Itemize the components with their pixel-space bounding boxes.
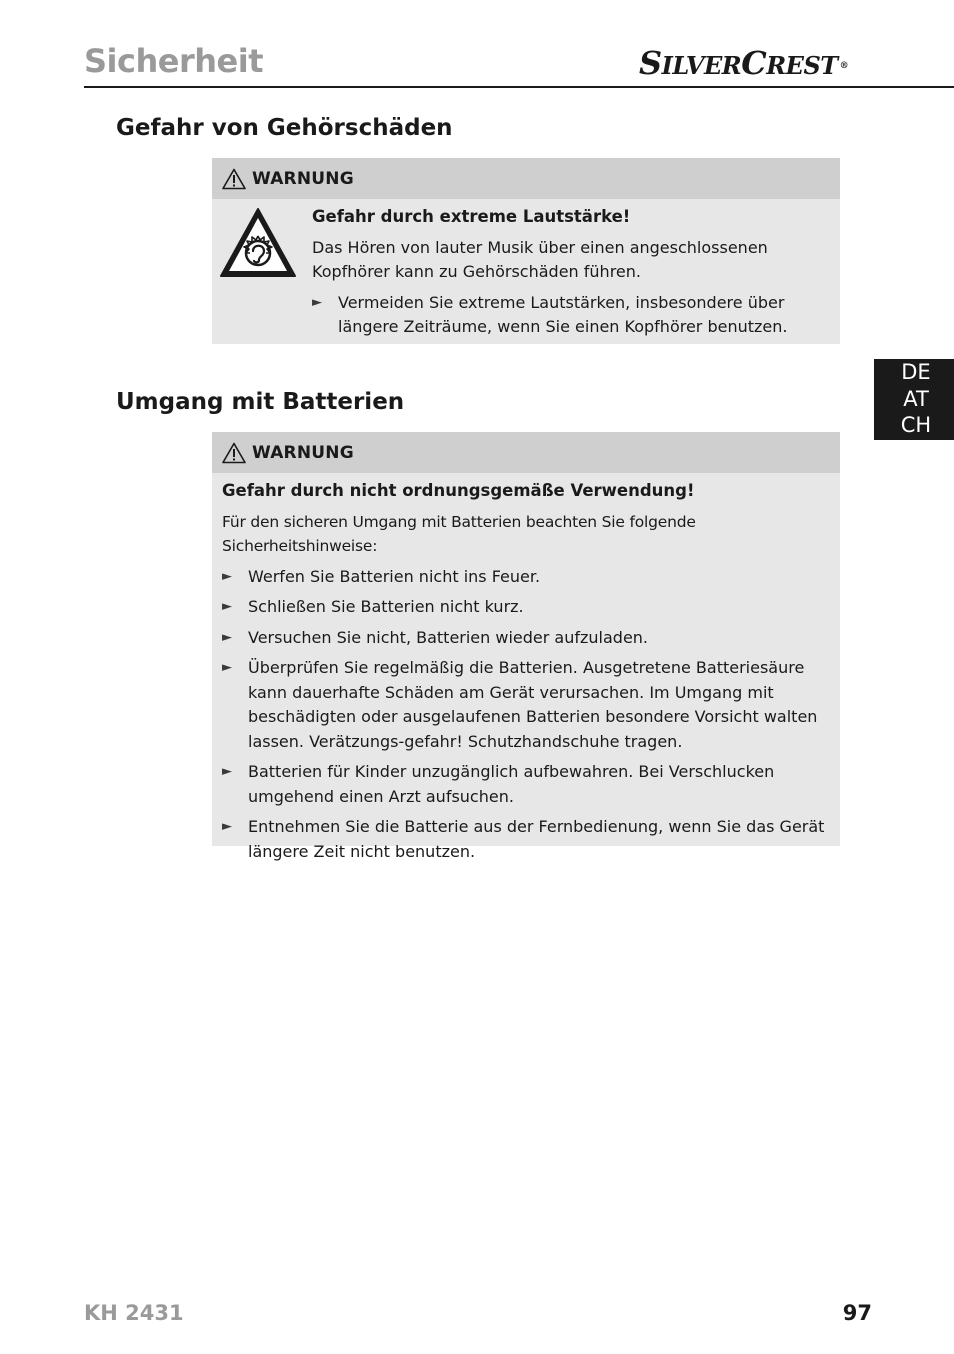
- list-item: ► Überprüfen Sie regelmäßig die Batterien. Ausgetretene Batteriesäure kann dauerhafte Schäden am Gerät verursachen. Im Umgang mit beschädigten oder ausgelaufenen Batterien besondere Vorsicht walten lassen. Verätzungs-gefahr! Schutzhandschuhe tragen.: [222, 658, 818, 751]
- list-item: ► Schließen Sie Batterien nicht kurz.: [222, 595, 834, 620]
- arrow-bullet-icon: ►: [222, 568, 232, 584]
- footer-model-number: KH 2431: [84, 1301, 184, 1325]
- brand-logo: SILVERCREST ®: [639, 44, 849, 82]
- language-code: DE: [901, 360, 931, 384]
- warning-box-batteries: [212, 432, 840, 861]
- warning-text: Für den sicheren Umgang mit Batterien beachten Sie folgende Sicherheitshinweise:: [222, 512, 696, 555]
- language-code: CH: [900, 413, 932, 437]
- section-heading-batteries: Umgang mit Batterien: [116, 389, 405, 415]
- language-tab: [874, 359, 954, 440]
- arrow-bullet-icon: ►: [222, 629, 232, 645]
- arrow-bullet-icon: ►: [222, 599, 232, 614]
- section-heading-hearing: Gefahr von Gehörschäden: [116, 115, 453, 141]
- warning-title: Gefahr durch extreme Lautstärke!: [312, 207, 631, 226]
- warning-triangle-icon: [222, 168, 246, 190]
- warning-triangle-icon: [222, 442, 246, 464]
- warning-header: [212, 432, 840, 473]
- list-item: ► Vermeiden Sie extreme Lautstärken, insbesondere über längere Zeiträume, wenn Sie einen Kopfhörer benutzen.: [312, 292, 788, 336]
- warning-box-hearing: [212, 158, 840, 344]
- page-title: Sicherheit: [84, 42, 263, 80]
- list-item: ► Versuchen Sie nicht, Batterien wieder aufzuladen.: [222, 626, 834, 651]
- arrow-bullet-icon: ►: [222, 764, 232, 779]
- arrow-bullet-icon: ►: [312, 294, 322, 310]
- arrow-bullet-icon: ►: [222, 819, 232, 834]
- page-header: [84, 40, 954, 88]
- hearing-damage-icon: [219, 207, 297, 279]
- warning-title: Gefahr durch nicht ordnungsgemäße Verwendung!: [222, 481, 695, 500]
- warning-label: WARNUNG: [252, 442, 354, 463]
- warning-text: Das Hören von lauter Musik über einen angeschlossenen Kopfhörer kann zu Gehörschäden führen.: [312, 237, 768, 281]
- arrow-bullet-icon: ►: [222, 660, 232, 675]
- language-code: AT: [903, 386, 929, 411]
- page-number: 97: [842, 1301, 872, 1325]
- warning-label: WARNUNG: [252, 168, 354, 189]
- list-item: ► Entnehmen Sie die Batterie aus der Fernbedienung, wenn Sie das Gerät längere Zeit nicht benutzen.: [222, 817, 825, 861]
- list-item: ► Batterien für Kinder unzugänglich aufbewahren. Bei Verschlucken umgehend einen Arzt aufsuchen.: [222, 762, 775, 806]
- warning-header: [212, 158, 840, 199]
- list-item: ► Werfen Sie Batterien nicht ins Feuer.: [222, 565, 834, 590]
